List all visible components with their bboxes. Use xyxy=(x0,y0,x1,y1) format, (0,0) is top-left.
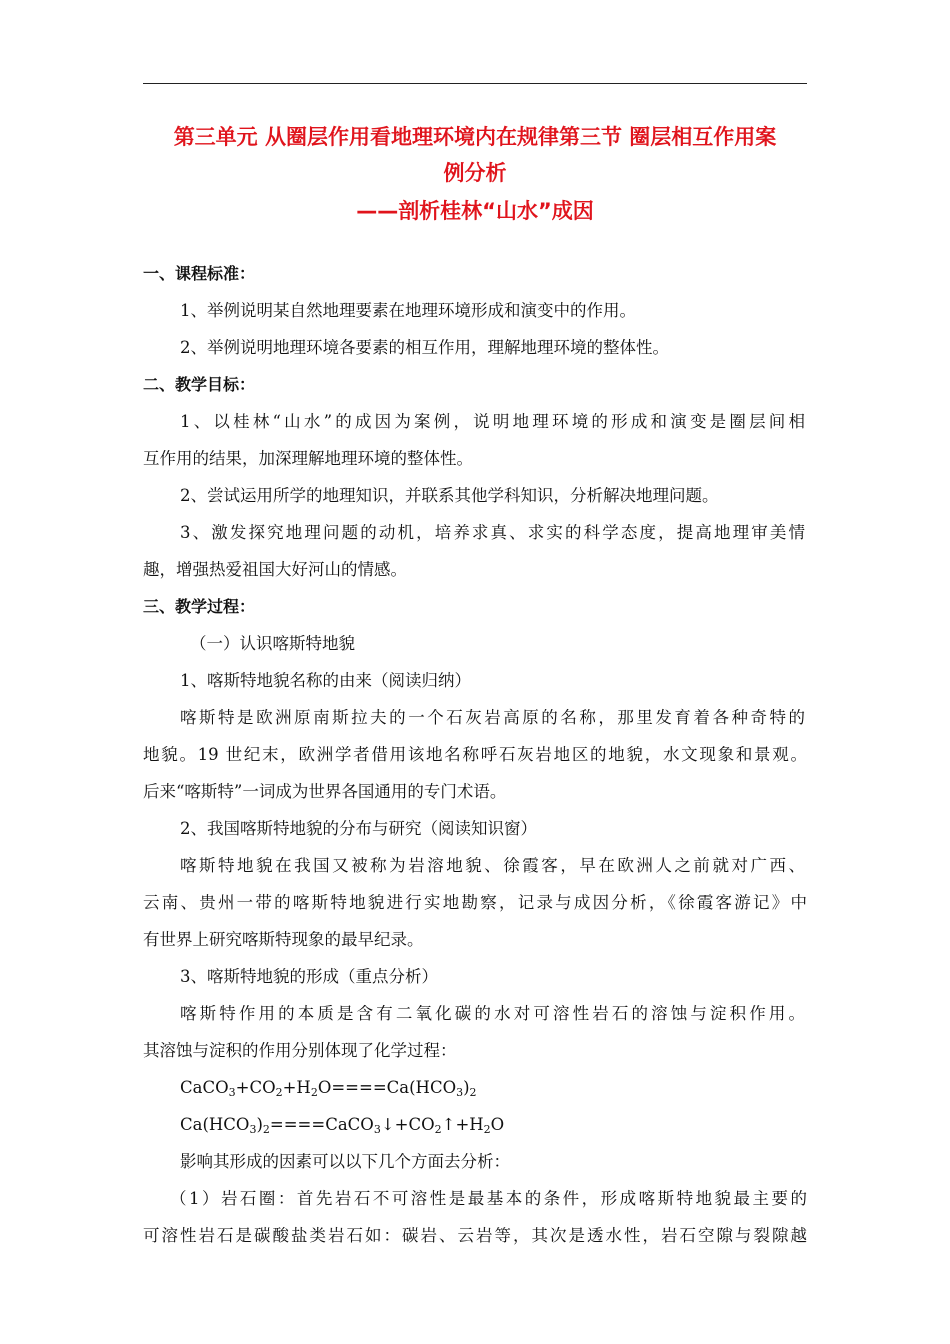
document-title: 第三单元 从圈层作用看地理环境内在规律第三节 圈层相互作用案 xyxy=(173,125,777,149)
paragraph-1-line-1: 喀斯特是欧洲原南斯拉夫的一个石灰岩高原的名称，那里发育着各种奇特的 xyxy=(180,708,805,727)
paragraph-3-line-3: 影响其形成的因素可以以下几个方面去分析： xyxy=(180,1152,510,1171)
goal-2: 2、尝试运用所学的地理知识，并联系其他学科知识，分析解决地理问题。 xyxy=(180,486,719,505)
paragraph-2-line-2: 云南、贵州一带的喀斯特地貌进行实地勘察，记录与成因分析，《徐霞客游记》中 xyxy=(143,893,807,912)
paragraph-1-line-3: 后来“喀斯特”一词成为世界各国通用的专门术语。 xyxy=(143,782,507,801)
paragraph-1-line-2: 地貌。19 世纪末，欧洲学者借用该地名称呼石灰岩地区的地貌，水文现象和景观。 xyxy=(143,745,807,764)
paragraph-3-line-1: 喀斯特作用的本质是含有二氧化碳的水对可溶性岩石的溶蚀与淀积作用。 xyxy=(180,1004,805,1023)
goal-1-line-2: 互作用的结果，加深理解地理环境的整体性。 xyxy=(143,449,473,468)
paragraph-3-line-2: 其溶蚀与淀积的作用分别体现了化学过程： xyxy=(143,1041,457,1060)
paragraph-2-line-1: 喀斯特地貌在我国又被称为岩溶地貌、徐霞客，早在欧洲人之前就对广西、 xyxy=(180,856,805,875)
subsection-1-title: 1、喀斯特地貌名称的由来（阅读归纳） xyxy=(180,671,471,690)
subsection-2-title: 2、我国喀斯特地貌的分布与研究（阅读知识窗） xyxy=(180,819,537,838)
paragraph-4-line-1: （1）岩石圈：首先岩石不可溶性是最基本的条件，形成喀斯特地貌最主要的 xyxy=(170,1189,807,1208)
goal-1-line-1: 1、以桂林“山水”的成因为案例，说明地理环境的形成和演变是圈层间相 xyxy=(180,412,805,431)
curriculum-item-1: 1、举例说明某自然地理要素在地理环境形成和演变中的作用。 xyxy=(180,301,636,320)
section-heading-curriculum: 一、课程标准： xyxy=(143,264,256,283)
goal-3-line-1: 3、激发探究地理问题的动机，培养求真、求实的科学态度，提高地理审美情 xyxy=(180,523,805,542)
goal-3-line-2: 趣，增强热爱祖国大好河山的情感。 xyxy=(143,560,407,579)
header-rule xyxy=(143,83,807,84)
part-1-heading: （一）认识喀斯特地貌 xyxy=(190,634,355,653)
paragraph-4-line-2: 可溶性岩石是碳酸盐类岩石如：碳岩、云岩等，其次是透水性，岩石空隙与裂隙越 xyxy=(143,1226,807,1245)
section-heading-goals: 二、教学目标： xyxy=(143,375,256,394)
chemical-equation-dissolution: $CaCO_3+CO_2+H_2O====Ca(HCO_3)_2$ xyxy=(180,1078,477,1099)
section-heading-process: 三、教学过程： xyxy=(143,597,256,616)
paragraph-2-line-3: 有世界上研究喀斯特现象的最早纪录。 xyxy=(143,930,424,949)
subsection-3-title: 3、喀斯特地貌的形成（重点分析） xyxy=(180,967,438,986)
document-subtitle: ——剖析桂林“山水”成因 xyxy=(356,199,594,223)
curriculum-item-2: 2、举例说明地理环境各要素的相互作用，理解地理环境的整体性。 xyxy=(180,338,669,357)
document-title-continued: 例分析 xyxy=(443,161,507,185)
chemical-equation-deposition: $Ca(HCO_3)_2====CaCO_3↓+CO_2↑+H_2O$ xyxy=(180,1115,505,1136)
